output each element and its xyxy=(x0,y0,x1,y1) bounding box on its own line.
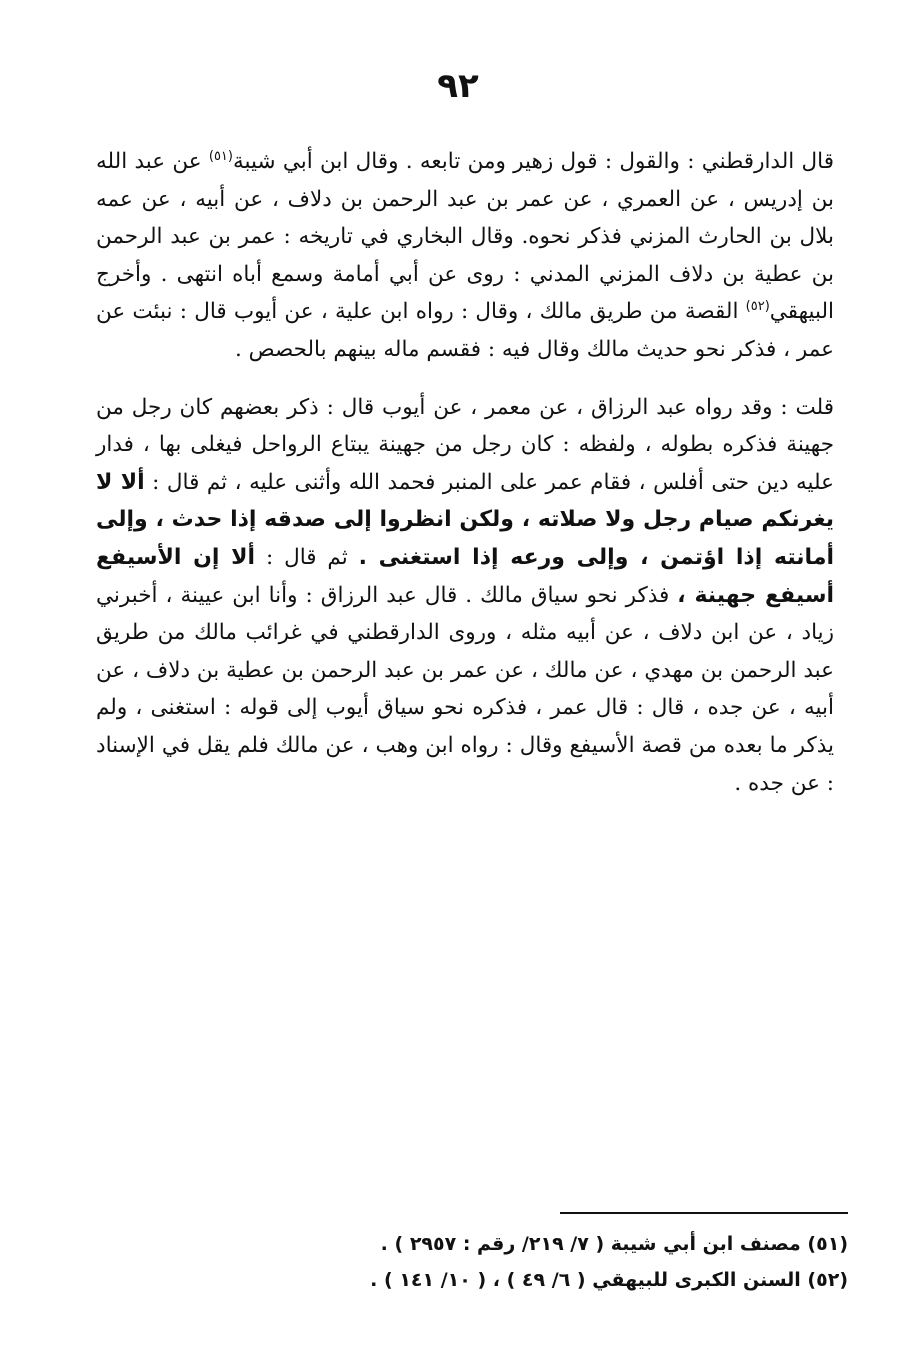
paragraph-1-text-c: القصة من طريق مالك ، وقال : رواه ابن علية ، عن أيوب قال : نبئت عن عمر ، فذكر نحو حديث مالك وقال فيه : فقسم ماله بينهم بالحصص . xyxy=(96,299,834,362)
paragraph-1 xyxy=(96,143,834,369)
footnote-ref-52: (٥٢) xyxy=(745,299,770,315)
footnote-divider xyxy=(560,1212,848,1214)
quote-bold-2: ألا إن الأسيفع أسيفع جهينة ، xyxy=(96,544,834,608)
main-text xyxy=(96,143,834,802)
footnotes xyxy=(96,1226,848,1298)
footnote-ref-51: (٥١) xyxy=(208,148,233,164)
page-number: ٩٢ xyxy=(437,66,479,106)
paragraph-2-text-b: ثم قال : xyxy=(255,544,359,570)
paragraph-1-text-b: عن عبد الله بن إدريس ، عن العمري ، عن عمر بن عبد الرحمن بن دلاف ، عن أبيه ، عن عمه بلال بن الحارث المزني فذكر نحوه. وقال البخاري في تاريخه : عمر بن عبد الرحمن بن عطية بن دلاف المزني المدني : روى عن أبي أمامة وسمع أباه انتهى . وأخرج البيهقي xyxy=(96,149,834,325)
paragraph-1-text-a: قال الدارقطني : والقول : قول زهير ومن تابعه . وقال ابن أبي شيبة xyxy=(233,149,834,174)
footnote-51: (٥١) مصنف ابن أبي شيبة ( ٧/ ٢١٩/ رقم : ٢٩٥٧ ) . xyxy=(380,1233,848,1255)
quote-bold-1: ألا لا يغرنكم صيام رجل ولا صلاته ، ولكن انظروا إلى صدقه إذا حدث ، وإلى أمانته إذا اؤتمن ، وإلى ورعه إذا استغنى . xyxy=(96,469,834,570)
paragraph-2 xyxy=(96,389,834,803)
paragraph-2-text-c: فذكر نحو سياق مالك . قال عبد الرزاق : وأنا ابن عيينة ، أخبرني زياد ، عن ابن دلاف ، عن أبيه مثله ، وروى الدارقطني في غرائب مالك من طريق عبد الرحمن بن مهدي ، عن مالك ، عن عمر بن عبد الرحمن بن عطية بن دلاف ، عن أبيه ، عن جده ، قال : قال عمر ، فذكره نحو سياق أيوب إلى قوله : استغنى ، ولم يذكر ما بعده من قصة الأسيفع وقال : رواه ابن وهب ، عن مالك فلم يقل في الإسناد : عن جده . xyxy=(96,582,834,796)
footnote-52: (٥٢) السنن الكبرى للبيهقي ( ٦/ ٤٩ ) ، ( ١٠/ ١٤١ ) . xyxy=(370,1269,848,1291)
paragraph-2-text-a: قلت : وقد رواه عبد الرزاق ، عن معمر ، عن أيوب قال : ذكر بعضهم كان رجل من جهينة فذكره بطوله ، ولفظه : كان رجل من جهينة يبتاع الرواحل فيغلى بها ، فدار عليه دين حتى أفلس ، فقام عمر على المنبر فحمد الله وأثنى عليه ، ثم قال : xyxy=(96,394,834,495)
